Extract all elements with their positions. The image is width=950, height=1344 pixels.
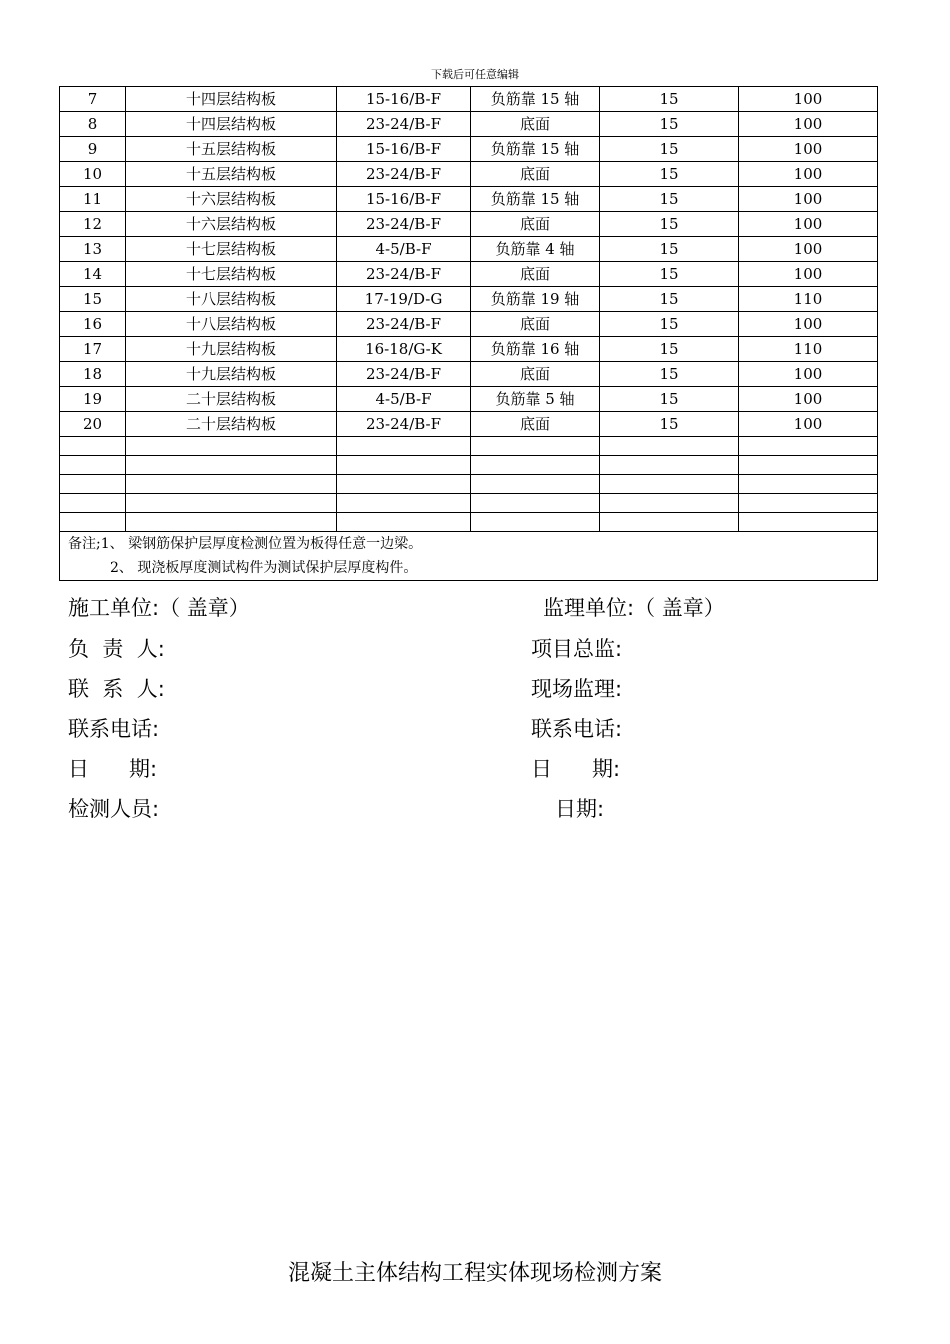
empty-cell	[60, 456, 126, 475]
empty-cell	[126, 494, 337, 513]
contact-person-label: 联 系 人:	[68, 677, 165, 701]
cell-position: 底面	[471, 112, 600, 137]
cell-location: 4-5/B-F	[337, 237, 471, 262]
empty-cell	[739, 475, 878, 494]
cell-location: 23-24/B-F	[337, 312, 471, 337]
cell-slab-thickness: 100	[739, 187, 878, 212]
cell-slab-thickness: 100	[739, 237, 878, 262]
table-row	[60, 162, 878, 187]
empty-cell	[600, 513, 739, 532]
empty-cell	[126, 437, 337, 456]
cell-row-number: 9	[60, 137, 126, 162]
empty-cell	[471, 513, 600, 532]
remark-row	[60, 532, 878, 581]
cell-component: 十八层结构板	[126, 287, 337, 312]
cell-slab-thickness: 100	[739, 137, 878, 162]
cell-component: 十四层结构板	[126, 87, 337, 112]
empty-cell	[739, 437, 878, 456]
cell-location: 15-16/B-F	[337, 87, 471, 112]
empty-cell	[337, 437, 471, 456]
cell-slab-thickness: 100	[739, 162, 878, 187]
cell-component: 二十层结构板	[126, 412, 337, 437]
cell-slab-thickness: 100	[739, 312, 878, 337]
cell-cover-thickness: 15	[600, 312, 739, 337]
cell-slab-thickness: 100	[739, 412, 878, 437]
empty-cell	[600, 494, 739, 513]
empty-table-row	[60, 475, 878, 494]
empty-table-row	[60, 494, 878, 513]
cell-cover-thickness: 15	[600, 187, 739, 212]
cell-position: 底面	[471, 312, 600, 337]
cell-row-number: 19	[60, 387, 126, 412]
cell-cover-thickness: 15	[600, 287, 739, 312]
cell-row-number: 11	[60, 187, 126, 212]
footer-title: 混凝土主体结构工程实体现场检测方案	[287, 1261, 662, 1286]
empty-cell	[337, 494, 471, 513]
cell-cover-thickness: 15	[600, 87, 739, 112]
empty-cell	[126, 456, 337, 475]
cell-row-number: 14	[60, 262, 126, 287]
remark-cell	[60, 532, 878, 581]
empty-cell	[126, 475, 337, 494]
cell-cover-thickness: 15	[600, 237, 739, 262]
cell-position: 负筋靠 4 轴	[471, 237, 600, 262]
empty-cell	[471, 437, 600, 456]
phone-right-label: 联系电话:	[531, 717, 623, 741]
cell-cover-thickness: 15	[600, 362, 739, 387]
table-row	[60, 337, 878, 362]
cell-position: 负筋靠 15 轴	[471, 187, 600, 212]
cell-slab-thickness: 100	[739, 387, 878, 412]
cell-location: 23-24/B-F	[337, 412, 471, 437]
cell-location: 16-18/G-K	[337, 337, 471, 362]
cell-location: 23-24/B-F	[337, 262, 471, 287]
person-in-charge-label: 负 责 人:	[68, 637, 165, 661]
empty-table-row	[60, 437, 878, 456]
cell-row-number: 13	[60, 237, 126, 262]
cell-cover-thickness: 15	[600, 162, 739, 187]
cell-row-number: 17	[60, 337, 126, 362]
cell-row-number: 12	[60, 212, 126, 237]
cell-position: 底面	[471, 212, 600, 237]
empty-cell	[600, 456, 739, 475]
cell-location: 15-16/B-F	[337, 137, 471, 162]
cell-cover-thickness: 15	[600, 212, 739, 237]
date-right-label: 日 期:	[531, 757, 621, 781]
empty-cell	[337, 456, 471, 475]
cell-slab-thickness: 110	[739, 287, 878, 312]
empty-cell	[471, 456, 600, 475]
table-row	[60, 137, 878, 162]
table-row	[60, 187, 878, 212]
cell-slab-thickness: 100	[739, 112, 878, 137]
cell-cover-thickness: 15	[600, 337, 739, 362]
empty-cell	[739, 513, 878, 532]
inspector-date-label: 日期:	[555, 797, 605, 821]
empty-cell	[337, 475, 471, 494]
cell-position: 底面	[471, 162, 600, 187]
cell-row-number: 15	[60, 287, 126, 312]
cell-position: 底面	[471, 412, 600, 437]
table-row	[60, 362, 878, 387]
cell-cover-thickness: 15	[600, 262, 739, 287]
empty-cell	[471, 475, 600, 494]
table-row	[60, 112, 878, 137]
supervision-unit-label: 监理单位:（ 盖章）	[543, 596, 725, 620]
cell-row-number: 20	[60, 412, 126, 437]
table-body	[60, 87, 878, 581]
cell-position: 底面	[471, 362, 600, 387]
cell-location: 23-24/B-F	[337, 362, 471, 387]
cell-location: 23-24/B-F	[337, 212, 471, 237]
table-row	[60, 262, 878, 287]
table-row	[60, 287, 878, 312]
cell-row-number: 10	[60, 162, 126, 187]
cell-component: 二十层结构板	[126, 387, 337, 412]
cell-position: 负筋靠 15 轴	[471, 87, 600, 112]
cell-location: 23-24/B-F	[337, 162, 471, 187]
empty-cell	[739, 456, 878, 475]
cell-location: 15-16/B-F	[337, 187, 471, 212]
inspection-table	[59, 86, 878, 581]
table-row	[60, 212, 878, 237]
empty-cell	[337, 513, 471, 532]
empty-cell	[60, 494, 126, 513]
cell-component: 十九层结构板	[126, 337, 337, 362]
table-row	[60, 387, 878, 412]
empty-cell	[126, 513, 337, 532]
empty-cell	[60, 475, 126, 494]
cell-component: 十五层结构板	[126, 162, 337, 187]
cell-location: 4-5/B-F	[337, 387, 471, 412]
cell-component: 十八层结构板	[126, 312, 337, 337]
empty-cell	[471, 494, 600, 513]
inspector-label: 检测人员:	[68, 797, 160, 821]
cell-cover-thickness: 15	[600, 137, 739, 162]
cell-component: 十九层结构板	[126, 362, 337, 387]
cell-slab-thickness: 110	[739, 337, 878, 362]
cell-component: 十七层结构板	[126, 262, 337, 287]
empty-cell	[600, 475, 739, 494]
cell-slab-thickness: 100	[739, 262, 878, 287]
cell-component: 十六层结构板	[126, 212, 337, 237]
cell-row-number: 16	[60, 312, 126, 337]
cell-component: 十六层结构板	[126, 187, 337, 212]
cell-row-number: 8	[60, 112, 126, 137]
empty-cell	[600, 437, 739, 456]
header-note: 下载后可任意编辑	[431, 68, 519, 81]
cell-position: 负筋靠 5 轴	[471, 387, 600, 412]
empty-cell	[739, 494, 878, 513]
cell-position: 底面	[471, 262, 600, 287]
empty-cell	[60, 437, 126, 456]
cell-slab-thickness: 100	[739, 362, 878, 387]
cell-component: 十四层结构板	[126, 112, 337, 137]
construction-unit-label: 施工单位:（ 盖章）	[68, 596, 250, 620]
empty-cell	[60, 513, 126, 532]
cell-location: 17-19/D-G	[337, 287, 471, 312]
table-row	[60, 312, 878, 337]
cell-position: 负筋靠 16 轴	[471, 337, 600, 362]
remark-line-1: 备注;1、 梁钢筋保护层厚度检测位置为板得任意一边梁。	[68, 536, 423, 552]
cell-component: 十七层结构板	[126, 237, 337, 262]
empty-table-row	[60, 513, 878, 532]
table-row	[60, 412, 878, 437]
cell-row-number: 7	[60, 87, 126, 112]
chief-supervisor-label: 项目总监:	[531, 637, 623, 661]
cell-row-number: 18	[60, 362, 126, 387]
cell-component: 十五层结构板	[126, 137, 337, 162]
empty-table-row	[60, 456, 878, 475]
table-row	[60, 87, 878, 112]
date-left-label: 日 期:	[68, 757, 158, 781]
cell-cover-thickness: 15	[600, 412, 739, 437]
cell-position: 负筋靠 19 轴	[471, 287, 600, 312]
cell-cover-thickness: 15	[600, 112, 739, 137]
cell-position: 负筋靠 15 轴	[471, 137, 600, 162]
cell-slab-thickness: 100	[739, 87, 878, 112]
site-supervisor-label: 现场监理:	[531, 677, 623, 701]
phone-left-label: 联系电话:	[68, 717, 160, 741]
cell-location: 23-24/B-F	[337, 112, 471, 137]
cell-cover-thickness: 15	[600, 387, 739, 412]
table-row	[60, 237, 878, 262]
remark-line-2: 2、 现浇板厚度测试构件为测试保护层厚度构件。	[110, 560, 418, 576]
cell-slab-thickness: 100	[739, 212, 878, 237]
